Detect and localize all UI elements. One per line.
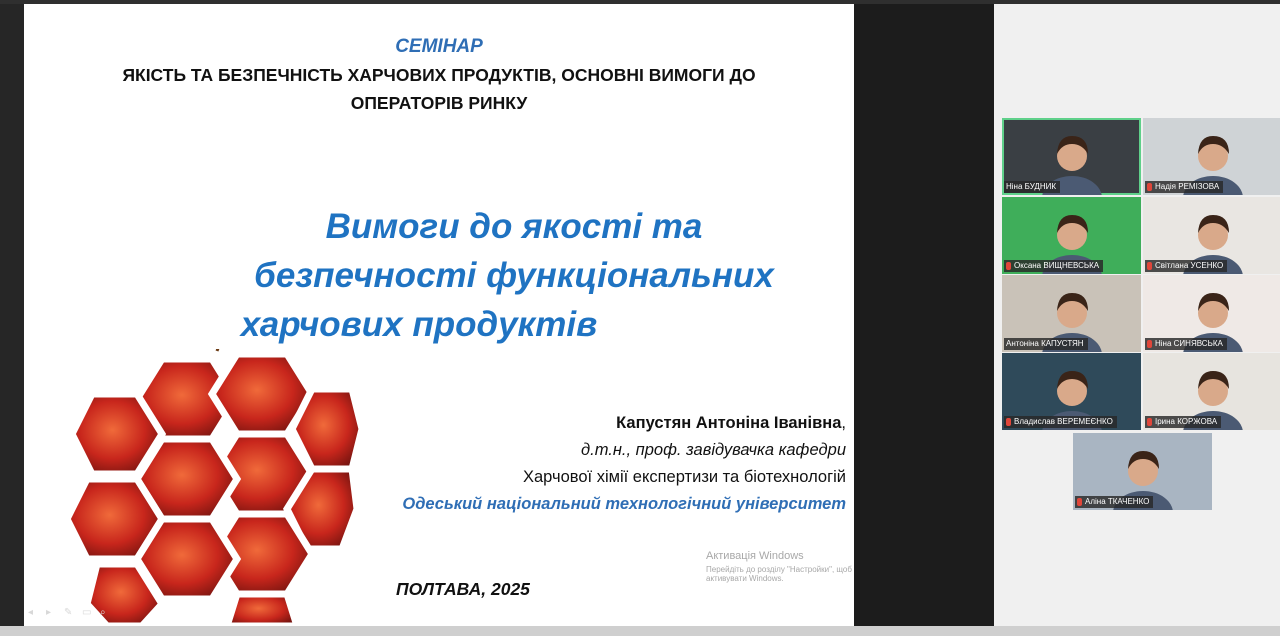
title-line-1: Вимоги до якості та xyxy=(325,207,703,246)
participant-tile[interactable] xyxy=(1143,353,1280,430)
muted-mic-icon xyxy=(1077,498,1082,506)
left-edge xyxy=(0,4,24,626)
participant-name: Оксана ВИЩНЕВСЬКА xyxy=(1014,261,1100,270)
participant-name-tag xyxy=(1145,260,1227,272)
seminar-label: СЕМІНАР xyxy=(395,36,483,57)
arrow-left-icon[interactable]: ◂ xyxy=(28,607,34,618)
title-line-2: безпечності функціональних xyxy=(254,256,774,295)
participant-tile[interactable] xyxy=(1002,275,1141,352)
participant-name: Аліна ТКАЧЕНКО xyxy=(1085,497,1150,506)
muted-mic-icon xyxy=(1147,340,1152,348)
watermark-subtitle: Перейдіть до розділу "Настройки", щоб активувати Windows. xyxy=(706,565,852,583)
participant-name: Ніна СИНЯВСЬКА xyxy=(1155,339,1223,348)
muted-mic-icon xyxy=(1147,183,1152,191)
bottom-bar xyxy=(0,626,1280,636)
department: Харчової хімії експертизи та біотехнологій xyxy=(523,468,846,486)
title-line-3: харчових продуктів xyxy=(240,305,598,344)
participant-name-tag xyxy=(1004,416,1117,428)
search-icon[interactable]: ⌕ xyxy=(100,607,106,618)
university: Одеський національний технологічний університет xyxy=(402,495,846,513)
participant-name: Антоніна КАПУСТЯН xyxy=(1006,339,1084,348)
participant-tile[interactable] xyxy=(1002,353,1141,430)
participant-name: Надія РЕМІЗОВА xyxy=(1155,182,1220,191)
subtitle-line-2: ОПЕРАТОРІВ РИНКУ xyxy=(350,93,528,113)
author-name: Капустян Антоніна Іванівна xyxy=(616,414,842,432)
muted-mic-icon xyxy=(1147,262,1152,270)
participant-name-tag xyxy=(1075,496,1153,508)
participant-name-tag xyxy=(1145,416,1221,428)
participant-tile[interactable] xyxy=(1143,197,1280,274)
participant-name-tag xyxy=(1145,181,1223,193)
participant-tile[interactable] xyxy=(1002,197,1141,274)
muted-mic-icon xyxy=(1147,418,1152,426)
muted-mic-icon xyxy=(1006,418,1011,426)
participant-tile[interactable] xyxy=(1073,433,1212,510)
participant-name: Ніна БУДНИК xyxy=(1006,182,1057,191)
author-info xyxy=(286,410,846,518)
participant-name: Владислав ВЕРЕМЕЄНКО xyxy=(1014,417,1113,426)
city-year: ПОЛТАВА, 2025 xyxy=(396,579,530,599)
participant-name-tag xyxy=(1004,338,1088,350)
pen-icon[interactable]: ✎ xyxy=(64,607,73,618)
presentation-slide xyxy=(24,4,854,626)
slide-navigation[interactable] xyxy=(28,608,112,618)
subtitle-line-1: ЯКІСТЬ ТА БЕЗПЕЧНІСТЬ ХАРЧОВИХ ПРОДУКТІВ, ОСНОВНІ ВИМОГИ ДО xyxy=(122,65,756,85)
author-comma: , xyxy=(841,414,846,432)
author-title: д.т.н., проф. завідувачка кафедри xyxy=(580,441,846,459)
slides-icon[interactable]: ▭ xyxy=(82,607,92,618)
participant-tile[interactable] xyxy=(1002,118,1141,195)
participant-name-tag xyxy=(1145,338,1227,350)
watermark-title: Активація Windows xyxy=(706,550,804,562)
participant-name: Ірина КОРЖОВА xyxy=(1155,417,1218,426)
windows-activation-watermark xyxy=(706,550,854,583)
slide-title xyxy=(174,202,854,349)
participant-name: Світлана УСЕНКО xyxy=(1155,261,1224,270)
participant-name-tag xyxy=(1004,181,1060,193)
arrow-right-icon[interactable]: ▸ xyxy=(46,607,52,618)
muted-mic-icon xyxy=(1006,262,1011,270)
participant-tile[interactable] xyxy=(1143,118,1280,195)
participant-name-tag xyxy=(1004,260,1103,272)
seminar-subtitle xyxy=(64,61,814,117)
participant-tile[interactable] xyxy=(1143,275,1280,352)
